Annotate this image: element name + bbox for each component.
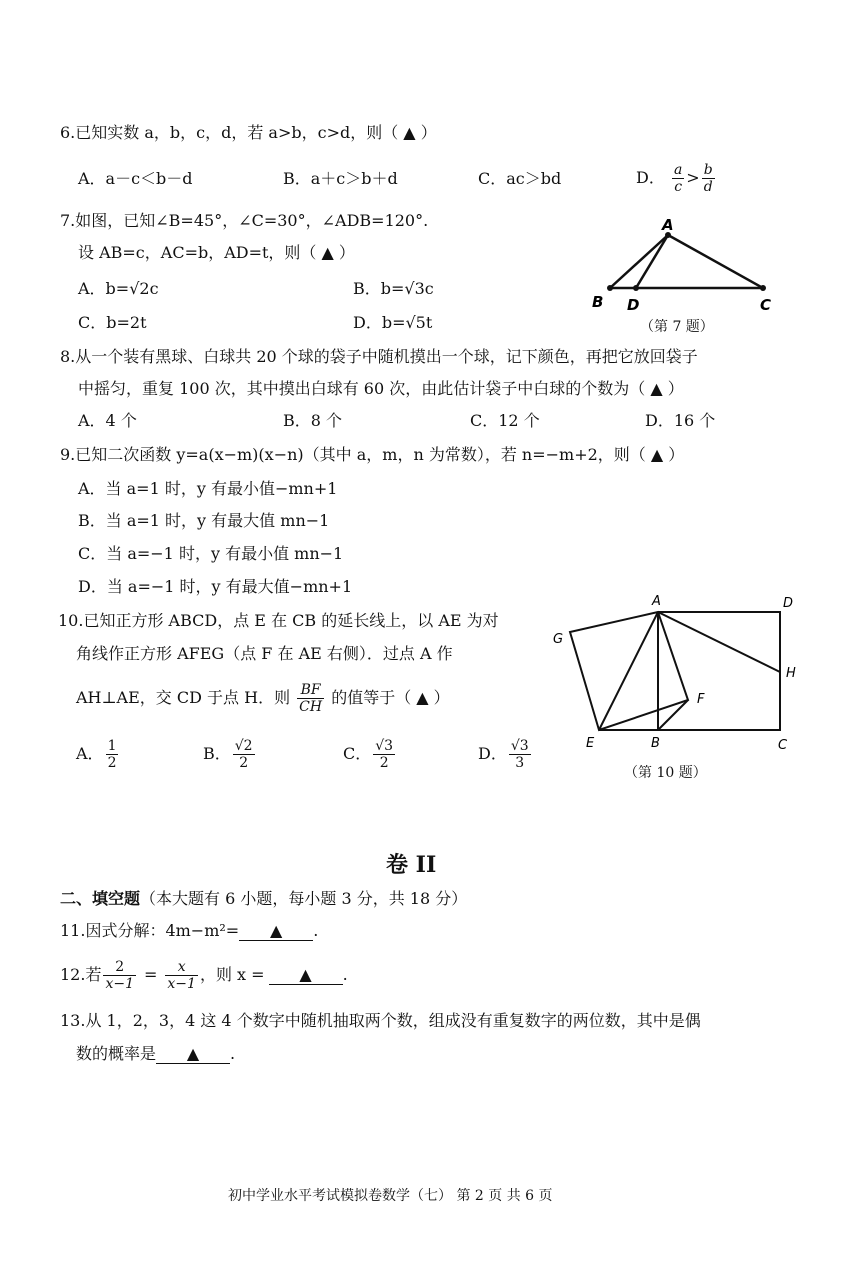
q12-num2: x — [165, 959, 198, 976]
q10-option-c — [343, 732, 397, 776]
q10-stem-line1: 10.已知正方形 ABCD，点 E 在 CB 的延长线上，以 AE 为对 — [58, 611, 499, 630]
q10-option-d — [478, 732, 533, 776]
q10-label-b: B — [651, 736, 660, 751]
q10-label-e: E — [586, 736, 595, 751]
q8-stem-line1: 8.从一个装有黑球、白球共 20 个球的袋子中随机摸出一个球，记下颜色，再把它放回袋子 — [60, 347, 698, 366]
q7-figure-caption: （第 7 题） — [640, 319, 714, 335]
q12-pre: 12.若 — [60, 965, 102, 984]
section-subtitle — [60, 888, 467, 910]
q10-d-label: D． — [478, 744, 507, 763]
q7-label-d: D — [627, 296, 640, 314]
q10-c-label: C． — [343, 744, 372, 763]
q12-frac2 — [165, 959, 198, 992]
q6-option-a: A．a－c＜b－d — [78, 169, 193, 188]
q10-option-b — [203, 732, 257, 776]
q13-line2 — [76, 1043, 235, 1065]
q7-point-d — [633, 285, 639, 291]
q6-d-den2: d — [703, 179, 713, 195]
q12-line — [60, 952, 348, 998]
q8-stem-line2: 中摇匀，重复 100 次，其中摸出白球有 60 次，由此估计袋子中白球的个数为（ ▲ ） — [78, 379, 684, 398]
q8-option-d: D．16 个 — [645, 411, 716, 430]
q12-num1: 2 — [103, 959, 136, 976]
q10-label-d: D — [783, 596, 794, 611]
q10-d-den: 3 — [515, 755, 525, 771]
q10-stem-line3 — [76, 676, 450, 720]
q7-option-d: D．b=√5t — [353, 313, 433, 332]
q13-post: . — [230, 1044, 236, 1063]
q7-stem-line2: 设 AB=c，AC=b，AD=t，则（ ▲ ） — [78, 243, 355, 262]
q10-ratio-fraction — [297, 682, 324, 715]
q7-option-b: B．b=√3c — [353, 279, 434, 298]
q10-ratio-num: BF — [297, 682, 324, 699]
q7-segment-ab — [610, 235, 668, 288]
q9-option-c: C．当 a=−1 时，y 有最小值 mn−1 — [78, 544, 344, 563]
q11-pre: 11.因式分解：4m−m²= — [60, 921, 240, 940]
q10-label-g: G — [553, 632, 564, 647]
q12-eq: = — [144, 965, 158, 984]
q7-point-b — [607, 285, 613, 291]
q10-a-frac — [106, 738, 119, 771]
section-subtitle-bold: 二、填空题 — [60, 889, 141, 908]
q7-point-c — [760, 285, 766, 291]
q10-option-a — [76, 732, 120, 776]
section-title: 卷 II — [386, 852, 437, 878]
q10-figure-caption: （第 10 题） — [624, 765, 707, 781]
q10-b-label: B． — [203, 744, 231, 763]
q10-stem-line2: 角线作正方形 AFEG（点 F 在 AE 右侧）．过点 A 作 — [76, 644, 453, 663]
q7-option-c: C．b=2t — [78, 313, 147, 332]
q10-c-frac — [373, 738, 395, 771]
q10-d-num: √3 — [510, 738, 529, 754]
q12-den2: x−1 — [167, 976, 196, 992]
q8-option-a: A．4 个 — [78, 411, 137, 430]
q8-option-b: B．8 个 — [283, 411, 343, 430]
q10-a-num: 1 — [107, 738, 117, 754]
q6-d-rel: > — [686, 168, 700, 187]
q6-option-c: C．ac＞bd — [478, 169, 562, 188]
q10-a-label: A． — [76, 744, 104, 763]
q6-stem: 6.已知实数 a，b，c，d，若 a>b，c>d，则（ ▲ ） — [60, 123, 437, 142]
q12-mid: ，则 x = — [199, 965, 265, 984]
q6-option-b: B．a＋c＞b＋d — [283, 169, 398, 188]
q10-stem3-post: 的值等于（ ▲ ） — [331, 688, 450, 707]
page-footer: 初中学业水平考试模拟卷数学（七） 第 2 页 共 6 页 — [228, 1188, 553, 1204]
q7-option-a: A．b=√2c — [78, 279, 159, 298]
q10-square-figure — [548, 590, 808, 755]
q8-option-c: C．12 个 — [470, 411, 540, 430]
q13-pre: 数的概率是 — [76, 1044, 157, 1063]
q9-stem: 9.已知二次函数 y=a(x−m)(x−n)（其中 a，m，n 为常数），若 n=−m+2，则（ ▲ ） — [60, 445, 685, 464]
q6-d-num1: a — [673, 162, 683, 178]
q6-d-frac1 — [672, 162, 684, 195]
q10-label-h: H — [786, 666, 796, 681]
q9-option-d: D．当 a=−1 时，y 有最大值−mn+1 — [78, 577, 353, 596]
q10-label-c: C — [778, 738, 788, 753]
q12-den1: x−1 — [105, 976, 134, 992]
q7-label-c: C — [760, 296, 772, 314]
q10-c-den: 2 — [379, 755, 389, 771]
q6-option-d-label: D． — [636, 168, 665, 187]
q10-a-den: 2 — [107, 755, 117, 771]
q10-stem3-pre: AH⊥AE，交 CD 于点 H．则 — [76, 688, 291, 707]
q13-answer-blank: ▲ — [156, 1045, 230, 1064]
q7-triangle-figure — [580, 215, 780, 315]
q11-post: . — [313, 921, 319, 940]
q12-answer-blank: ▲ — [269, 966, 343, 985]
q7-segment-ac — [668, 235, 763, 288]
q6-d-frac2 — [702, 162, 715, 195]
q7-stem-line1: 7.如图，已知∠B=45°，∠C=30°，∠ADB=120°. — [60, 211, 429, 230]
q10-b-den: 2 — [239, 755, 249, 771]
q11-line — [60, 920, 318, 942]
q10-b-frac — [233, 738, 255, 771]
q6-option-d — [636, 156, 717, 200]
q11-answer-blank: ▲ — [239, 922, 313, 941]
q6-d-num2: b — [703, 162, 713, 178]
q6-d-den1: c — [674, 179, 683, 195]
q10-label-a: A — [652, 594, 661, 609]
q7-label-b: B — [592, 293, 604, 311]
q10-d-frac — [509, 738, 531, 771]
section-subtitle-rest: （本大题有 6 小题，每小题 3 分，共 18 分） — [140, 889, 468, 908]
q12-frac1 — [103, 959, 136, 992]
q13-line1: 13.从 1，2，3，4 这 4 个数字中随机抽取两个数，组成没有重复数字的两位数，其中是偶 — [60, 1011, 701, 1030]
q9-option-b: B．当 a=1 时，y 有最大值 mn−1 — [78, 511, 330, 530]
q10-b-num: √2 — [234, 738, 253, 754]
q7-label-a: A — [662, 216, 674, 234]
q9-option-a: A．当 a=1 时，y 有最小值−mn+1 — [78, 479, 338, 498]
q12-post: . — [342, 965, 348, 984]
q10-label-f: F — [697, 692, 705, 707]
q10-ratio-den: CH — [299, 699, 323, 715]
q10-c-num: √3 — [375, 738, 394, 754]
